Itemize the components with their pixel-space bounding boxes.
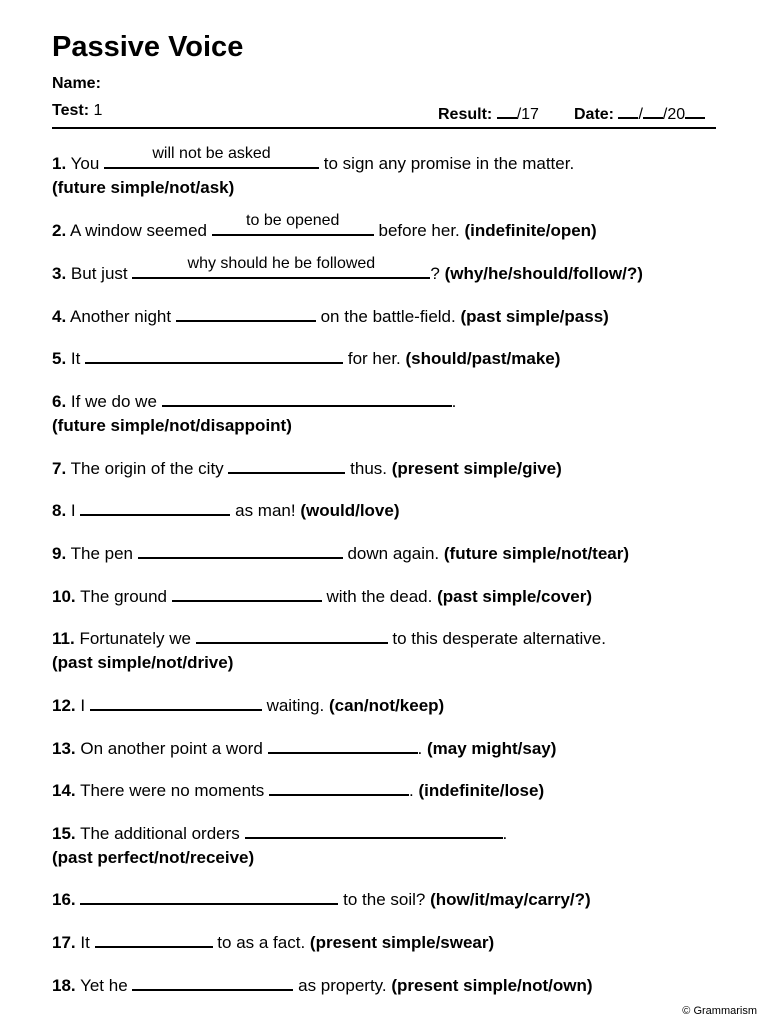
answer-blank[interactable] [104, 145, 319, 169]
question-hint: (may might/say) [426, 739, 557, 758]
answer-blank[interactable] [90, 690, 262, 711]
question-hint: (would/love) [300, 501, 400, 520]
question-17 [52, 927, 494, 955]
question-number: 12. [52, 696, 76, 715]
name-label: Name: [52, 75, 101, 92]
question-14 [52, 775, 544, 803]
question-text: It [80, 933, 90, 952]
question-text: for her. [347, 349, 401, 368]
question-2 [52, 212, 597, 243]
question-text: to the soil? [343, 890, 426, 909]
question-hint: (present simple/give) [391, 459, 562, 478]
answer-blank[interactable] [95, 927, 213, 948]
question-hint: (why/he/should/follow/?) [444, 264, 643, 283]
question-5 [52, 343, 560, 371]
question-text: But just [70, 264, 128, 283]
question-text: Fortunately we [79, 629, 191, 648]
question-text: The origin of the city [70, 459, 224, 478]
question-text: It [70, 349, 81, 368]
question-hint: (how/it/may/carry/?) [430, 890, 591, 909]
answer-text: will not be asked [152, 145, 271, 162]
question-text: to sign any promise in the matter. [323, 154, 575, 173]
answer-text: why should he be followed [187, 255, 376, 272]
question-number: 6. [52, 392, 67, 411]
test-field [52, 101, 102, 121]
date-year-prefix: /20 [662, 106, 686, 123]
question-text: on the battle-field. [320, 307, 456, 326]
question-16 [52, 884, 591, 912]
answer-blank[interactable] [196, 623, 388, 644]
result-field [438, 101, 539, 125]
question-text: as man! [235, 501, 296, 520]
question-text: to this desperate alternative. [392, 629, 606, 648]
question-8 [52, 495, 400, 523]
question-6 [52, 386, 456, 438]
question-number: 13. [52, 739, 76, 758]
question-hint: (should/past/make) [405, 349, 561, 368]
question-text: I [70, 501, 76, 520]
question-number: 14. [52, 781, 76, 800]
test-label: Test: [52, 102, 90, 119]
question-text: Yet he [80, 976, 128, 995]
question-number: 10. [52, 587, 76, 606]
answer-blank[interactable] [172, 581, 322, 602]
copyright-notice: © Grammarism [682, 1005, 757, 1017]
question-number: 3. [52, 264, 67, 283]
question-text: . [417, 739, 423, 758]
answer-blank[interactable] [176, 301, 316, 322]
answer-blank[interactable] [268, 733, 418, 754]
question-text: waiting. [266, 696, 325, 715]
question-number: 4. [52, 307, 67, 326]
page-title: Passive Voice [52, 31, 244, 63]
question-text: down again. [347, 544, 440, 563]
question-4 [52, 301, 609, 329]
answer-blank[interactable] [245, 818, 503, 839]
question-hint: (present simple/swear) [309, 933, 495, 952]
question-3 [52, 255, 643, 286]
header-divider [52, 127, 716, 129]
date-month-blank [643, 101, 663, 119]
question-number: 5. [52, 349, 67, 368]
question-hint: (future simple/not/ask) [52, 178, 235, 197]
result-label: Result: [438, 106, 493, 123]
question-number: 11. [52, 629, 75, 648]
question-10 [52, 581, 592, 609]
question-text: The pen [70, 544, 133, 563]
question-number: 7. [52, 459, 67, 478]
answer-blank[interactable] [212, 212, 374, 236]
date-field [574, 101, 705, 125]
question-text: . [502, 824, 508, 843]
result-blank [497, 101, 517, 119]
question-text: . [409, 781, 414, 800]
question-number: 17. [52, 933, 76, 952]
question-hint: (past perfect/not/receive) [52, 848, 255, 867]
question-hint: (past simple/pass) [460, 307, 609, 326]
question-hint: (past simple/not/drive) [52, 653, 234, 672]
question-15 [52, 818, 507, 870]
question-18 [52, 970, 593, 998]
question-text: I [80, 696, 86, 715]
date-label: Date: [574, 106, 615, 123]
date-day-blank [618, 101, 638, 119]
answer-blank[interactable] [80, 884, 338, 905]
question-text: . [451, 392, 457, 411]
question-7 [52, 453, 562, 481]
answer-blank[interactable] [269, 775, 409, 796]
question-text: If we do we [70, 392, 157, 411]
question-text: You [70, 154, 100, 173]
question-text: with the dead. [326, 587, 433, 606]
question-hint: (past simple/cover) [437, 587, 593, 606]
question-number: 15. [52, 824, 76, 843]
question-hint: (indefinite/lose) [418, 781, 545, 800]
question-12 [52, 690, 444, 718]
question-hint: (indefinite/open) [464, 221, 597, 240]
question-text: The ground [80, 587, 168, 606]
question-number: 1. [52, 154, 67, 173]
question-number: 8. [52, 501, 67, 520]
question-text: On another point a word [80, 739, 263, 758]
date-separator: / [638, 106, 643, 123]
answer-text: to be opened [246, 212, 340, 229]
question-hint: (can/not/keep) [328, 696, 445, 715]
question-hint: (present simple/not/own) [391, 976, 593, 995]
question-text: ? [430, 264, 440, 283]
answer-blank[interactable] [80, 495, 230, 516]
answer-blank[interactable] [228, 453, 345, 474]
question-text: A window seemed [69, 221, 208, 240]
test-value: 1 [93, 102, 103, 119]
result-total: /17 [516, 106, 539, 123]
question-13 [52, 733, 556, 761]
question-hint: (future simple/not/disappoint) [52, 416, 292, 435]
answer-blank[interactable] [132, 970, 293, 991]
question-text: The additional orders [80, 824, 240, 843]
answer-blank[interactable] [138, 538, 343, 559]
question-text: before her. [378, 221, 460, 240]
question-text: Another night [69, 307, 172, 326]
question-text: as property. [298, 976, 387, 995]
question-number: 9. [52, 544, 67, 563]
answer-blank[interactable] [132, 255, 430, 279]
question-number: 16. [52, 890, 76, 909]
answer-blank[interactable] [85, 343, 343, 364]
question-text: to as a fact. [217, 933, 306, 952]
name-field [52, 74, 101, 94]
question-text: There were no moments [80, 781, 265, 800]
question-9 [52, 538, 629, 566]
question-11 [52, 623, 606, 675]
question-number: 2. [52, 221, 67, 240]
date-year-blank [685, 101, 705, 119]
question-number: 18. [52, 976, 76, 995]
question-hint: (future simple/not/tear) [443, 544, 630, 563]
answer-blank[interactable] [162, 386, 452, 407]
question-1 [52, 145, 575, 200]
question-text: thus. [350, 459, 388, 478]
